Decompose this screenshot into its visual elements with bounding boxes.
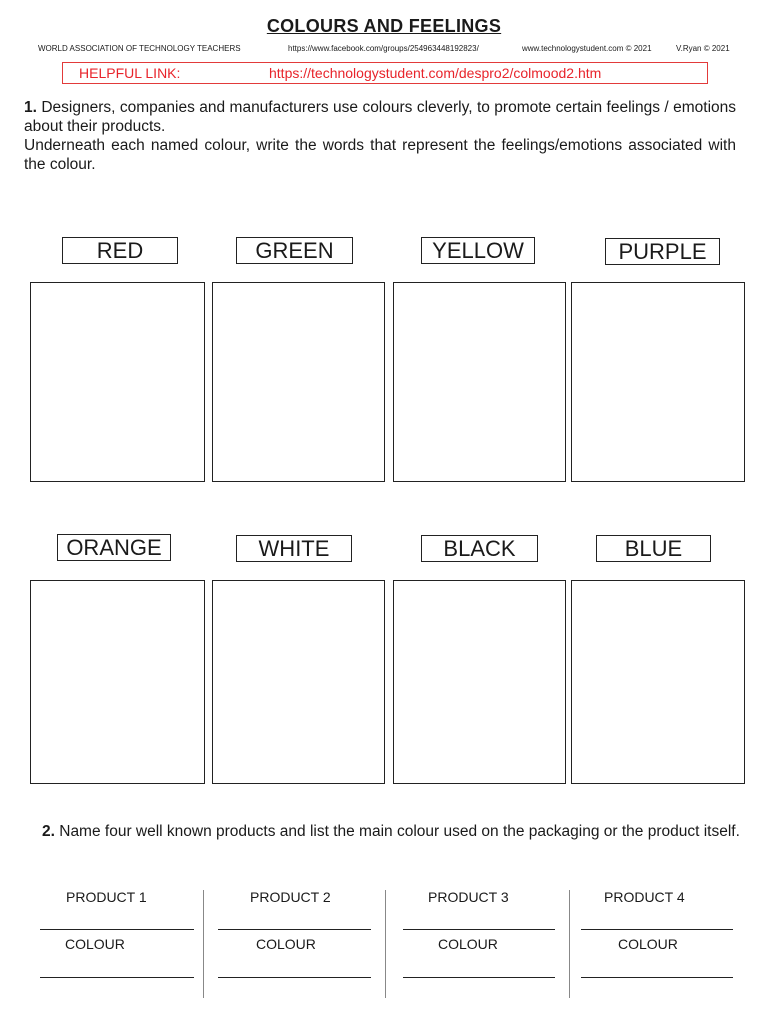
colour-2-label: COLOUR: [256, 936, 316, 952]
question-1: [24, 98, 736, 174]
helpful-link-label: HELPFUL LINK:: [79, 65, 181, 81]
answer-box-orange[interactable]: [30, 580, 205, 784]
colour-label-yellow: YELLOW: [421, 237, 535, 264]
colour-label-blue: BLUE: [596, 535, 711, 562]
answer-box-purple[interactable]: [571, 282, 745, 482]
colour-label-red: RED: [62, 237, 178, 264]
answer-box-yellow[interactable]: [393, 282, 566, 482]
product-4-line[interactable]: [581, 929, 733, 930]
colour-1-line[interactable]: [40, 977, 194, 978]
product-2-label: PRODUCT 2: [250, 889, 331, 905]
question-2-text: Name four well known products and list the main colour used on the packaging or the product itself.: [54, 823, 740, 840]
colour-label-purple: PURPLE: [605, 238, 720, 265]
column-divider: [385, 890, 386, 998]
product-4-label: PRODUCT 4: [604, 889, 685, 905]
helpful-link-url[interactable]: https://technologystudent.com/despro2/colmood2.htm: [269, 65, 602, 81]
column-divider: [569, 890, 570, 998]
question-2-number: 2.: [42, 823, 55, 840]
product-3-label: PRODUCT 3: [428, 889, 509, 905]
colour-3-line[interactable]: [403, 977, 555, 978]
product-2-line[interactable]: [218, 929, 371, 930]
colour-4-line[interactable]: [581, 977, 733, 978]
question-1-line1: Designers, companies and manufacturers use colours cleverly, to promote certain feelings / emotions about their products.: [24, 99, 736, 135]
question-1-line2: Underneath each named colour, write the words that represent the feelings/emotions associated with the colour.: [24, 137, 736, 173]
colour-label-green: GREEN: [236, 237, 353, 264]
answer-box-black[interactable]: [393, 580, 566, 784]
answer-box-white[interactable]: [212, 580, 385, 784]
facebook-link[interactable]: https://www.facebook.com/groups/254963448192823/: [288, 44, 479, 53]
colour-1-label: COLOUR: [65, 936, 125, 952]
question-2: [42, 822, 742, 841]
author-copyright: V.Ryan © 2021: [676, 44, 730, 53]
answer-box-green[interactable]: [212, 282, 385, 482]
colour-label-white: WHITE: [236, 535, 352, 562]
colour-label-orange: ORANGE: [57, 534, 171, 561]
column-divider: [203, 890, 204, 998]
colour-2-line[interactable]: [218, 977, 371, 978]
helpful-link-box: [62, 62, 708, 84]
site-copyright: www.technologystudent.com © 2021: [522, 44, 652, 53]
colour-label-black: BLACK: [421, 535, 538, 562]
question-1-number: 1.: [24, 99, 37, 116]
product-1-label: PRODUCT 1: [66, 889, 147, 905]
page-title: COLOURS AND FEELINGS: [266, 16, 502, 36]
colour-4-label: COLOUR: [618, 936, 678, 952]
answer-box-red[interactable]: [30, 282, 205, 482]
association-text: WORLD ASSOCIATION OF TECHNOLOGY TEACHERS: [38, 44, 241, 53]
product-3-line[interactable]: [403, 929, 555, 930]
colour-3-label: COLOUR: [438, 936, 498, 952]
product-1-line[interactable]: [40, 929, 194, 930]
answer-box-blue[interactable]: [571, 580, 745, 784]
